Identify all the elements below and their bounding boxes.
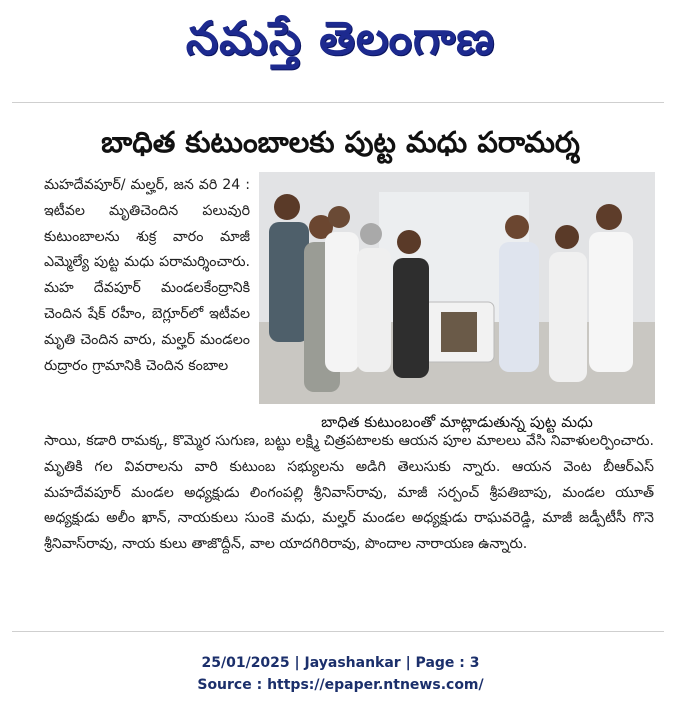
article-column-text: మహదేవపూర్/ మల్హర్, జన వరి 24 : ఇటీవల మృతిచెందిన పలువురి కుటుంబాలను శుక్ర వారం మాజీ ఎమ్మెల్యే పుట్ట మధు పరామర్శించారు. మహ దేవపూర్ మండలకేంద్రానికి చెందిన షేక్ రహీం, బెగ్లూర్‌లో ఇటీవల మృతి చెందిన వారు, మల్హర్ మండలం రుద్రారం గ్రామానికి చెందిన కంబాల — [44, 177, 250, 374]
masthead-title: నమస్తే తెలంగాణ — [185, 11, 496, 65]
photo-caption: బాధిత కుటుంబంతో మాట్లాడుతున్న పుట్ట మధు — [321, 413, 593, 431]
clipping-footer — [0, 652, 681, 696]
footer-date-line: 25/01/2025 | Jayashankar | Page : 3 — [201, 655, 480, 671]
newspaper-masthead — [0, 0, 681, 88]
article-headline: బాధిత కుటుంబాలకు పుట్ట మధు పరామర్శ — [101, 125, 580, 159]
footer-source-line: Source : https://epaper.ntnews.com/ — [197, 677, 484, 693]
photo-illustration — [259, 172, 655, 404]
article-photo — [259, 172, 655, 404]
article-full-text: సాయి, కడారి రామక్క, కొమ్మెర సుగుణ, బట్టు లక్ష్మి చిత్రపటాలకు ఆయన పూల మాలలు వేసి నివాళులర్పించారు. మృతికి గల వివరాలను వారి కుటుంబ సభ్యులను అడిగి తెలుసుకు న్నారు. ఆయన వెంట బీఆర్‌ఎస్ మహదేవపూర్ మండల అధ్యక్షుడు లింగంపల్లి శ్రీనివాస్‌రావు, మాజీ సర్పంచ్ శ్రీపతిబాపు, మండల యూత్ అధ్యక్షుడు అలీం ఖాన్, నాయకులు సుంకె మధు, మల్హర్ మండల అధ్యక్షుడు రాఘవరెడ్డి, మాజీ జడ్పీటీసీ గొనె శ్రీనివాస్‌రావు, నాయ కులు తాజొద్దీన్, వాల యాదగిరిరావు, పొందాల నారాయణ ఉన్నారు. — [44, 433, 654, 553]
